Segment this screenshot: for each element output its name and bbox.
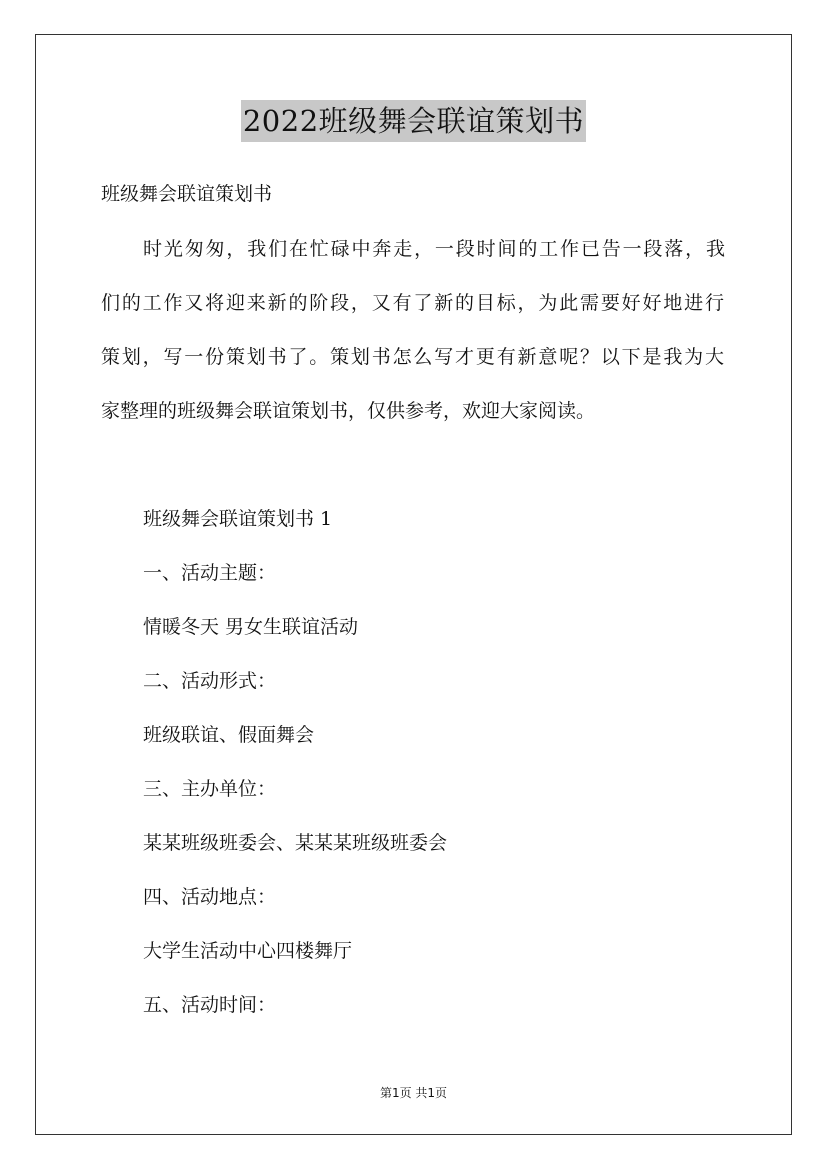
section-heading-theme: 一、活动主题： [143,562,277,584]
section-text-format: 班级联谊、假面舞会 [143,724,315,746]
intro-line-2: 们的工作又将迎来新的阶段，又有了新的目标，为此需要好好地进行 [101,292,724,314]
section-heading-format: 二、活动形式： [143,670,277,692]
document-title: 2022班级舞会联谊策划书 [241,100,586,142]
section-heading-organizer: 三、主办单位： [143,778,277,800]
title-container [0,100,827,142]
section-plan-heading: 班级舞会联谊策划书 1 [143,508,333,530]
section-heading-location: 四、活动地点： [143,886,277,908]
intro-line-1: 时光匆匆，我们在忙碌中奔走，一段时间的工作已告一段落，我 [143,238,725,260]
intro-line-3: 策划，写一份策划书了。策划书怎么写才更有新意呢？以下是我为大 [101,346,724,368]
intro-line-4: 家整理的班级舞会联谊策划书，仅供参考，欢迎大家阅读。 [101,400,596,422]
page-footer: 第1页 共1页 [379,1086,448,1100]
section-text-location: 大学生活动中心四楼舞厅 [143,940,353,962]
document-subtitle: 班级舞会联谊策划书 [101,183,273,205]
section-heading-time: 五、活动时间： [143,994,277,1016]
section-text-theme: 情暖冬天 男女生联谊活动 [143,616,359,638]
section-text-organizer: 某某班级班委会、某某某班级班委会 [143,832,448,854]
